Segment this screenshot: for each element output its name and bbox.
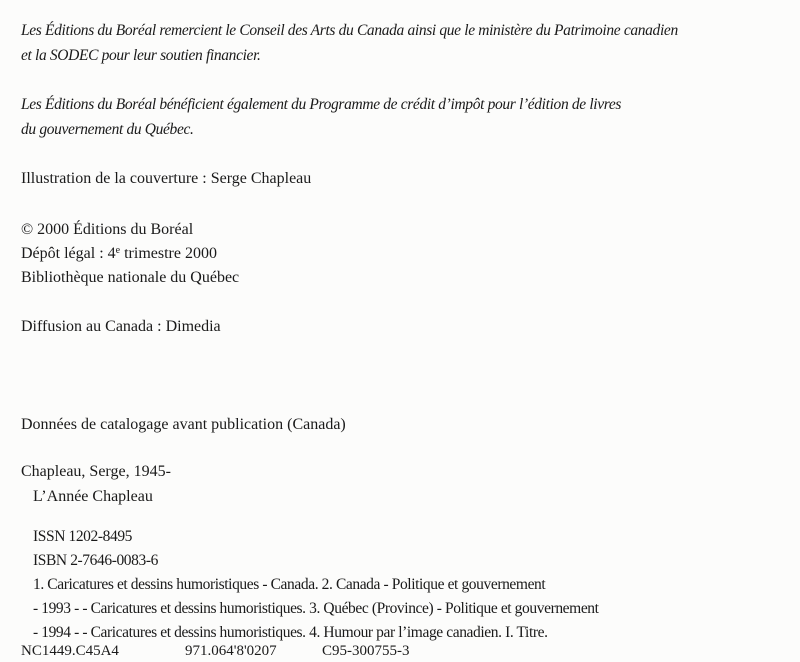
acknowledgement-line: Les Éditions du Boréal remercient le Conseil des Arts du Canada ainsi que le ministère du Patrimoine canadien [21, 22, 678, 39]
cip-issn: ISSN 1202-8495 [33, 528, 133, 545]
national-library: Bibliothèque nationale du Québec [21, 269, 240, 286]
cip-subject-line: 1. Caricatures et dessins humoristiques - Canada. 2. Canada - Politique et gouvernement [33, 576, 546, 593]
distribution: Diffusion au Canada : Dimedia [21, 318, 221, 335]
dewey-number: 971.064'8'0207 [185, 643, 277, 659]
cip-isbn: ISBN 2-7646-0083-6 [33, 552, 158, 569]
cip-subject-line: - 1993 - - Caricatures et dessins humoristiques. 3. Québec (Province) - Politique et gouvernement [33, 600, 599, 617]
copyright-notice: © 2000 Éditions du Boréal [21, 221, 194, 238]
tax-credit-line: Les Éditions du Boréal bénéficient également du Programme de crédit d’impôt pour l’édition de livres [21, 96, 622, 113]
tax-credit-line: du gouvernement du Québec. [21, 121, 194, 138]
legal-deposit-sup: e [115, 245, 121, 256]
lc-call-number: NC1449.C45A4 [21, 643, 119, 659]
cover-illustration-credit: Illustration de la couverture : Serge Chapleau [21, 170, 312, 187]
legal-deposit-suffix: trimestre 2000 [120, 245, 217, 262]
cip-title: L’Année Chapleau [33, 488, 153, 505]
legal-deposit-prefix: Dépôt légal : 4 [21, 245, 116, 262]
acknowledgement-line: et la SODEC pour leur soutien financier. [21, 47, 261, 64]
legal-deposit [21, 244, 217, 264]
canadiana-number: C95-300755-3 [322, 643, 410, 659]
cip-author: Chapleau, Serge, 1945- [21, 463, 171, 480]
cip-heading: Données de catalogage avant publication (Canada) [21, 416, 346, 433]
cip-subject-line: - 1994 - - Caricatures et dessins humoristiques. 4. Humour par l’image canadien. I. Titre. [33, 624, 548, 641]
